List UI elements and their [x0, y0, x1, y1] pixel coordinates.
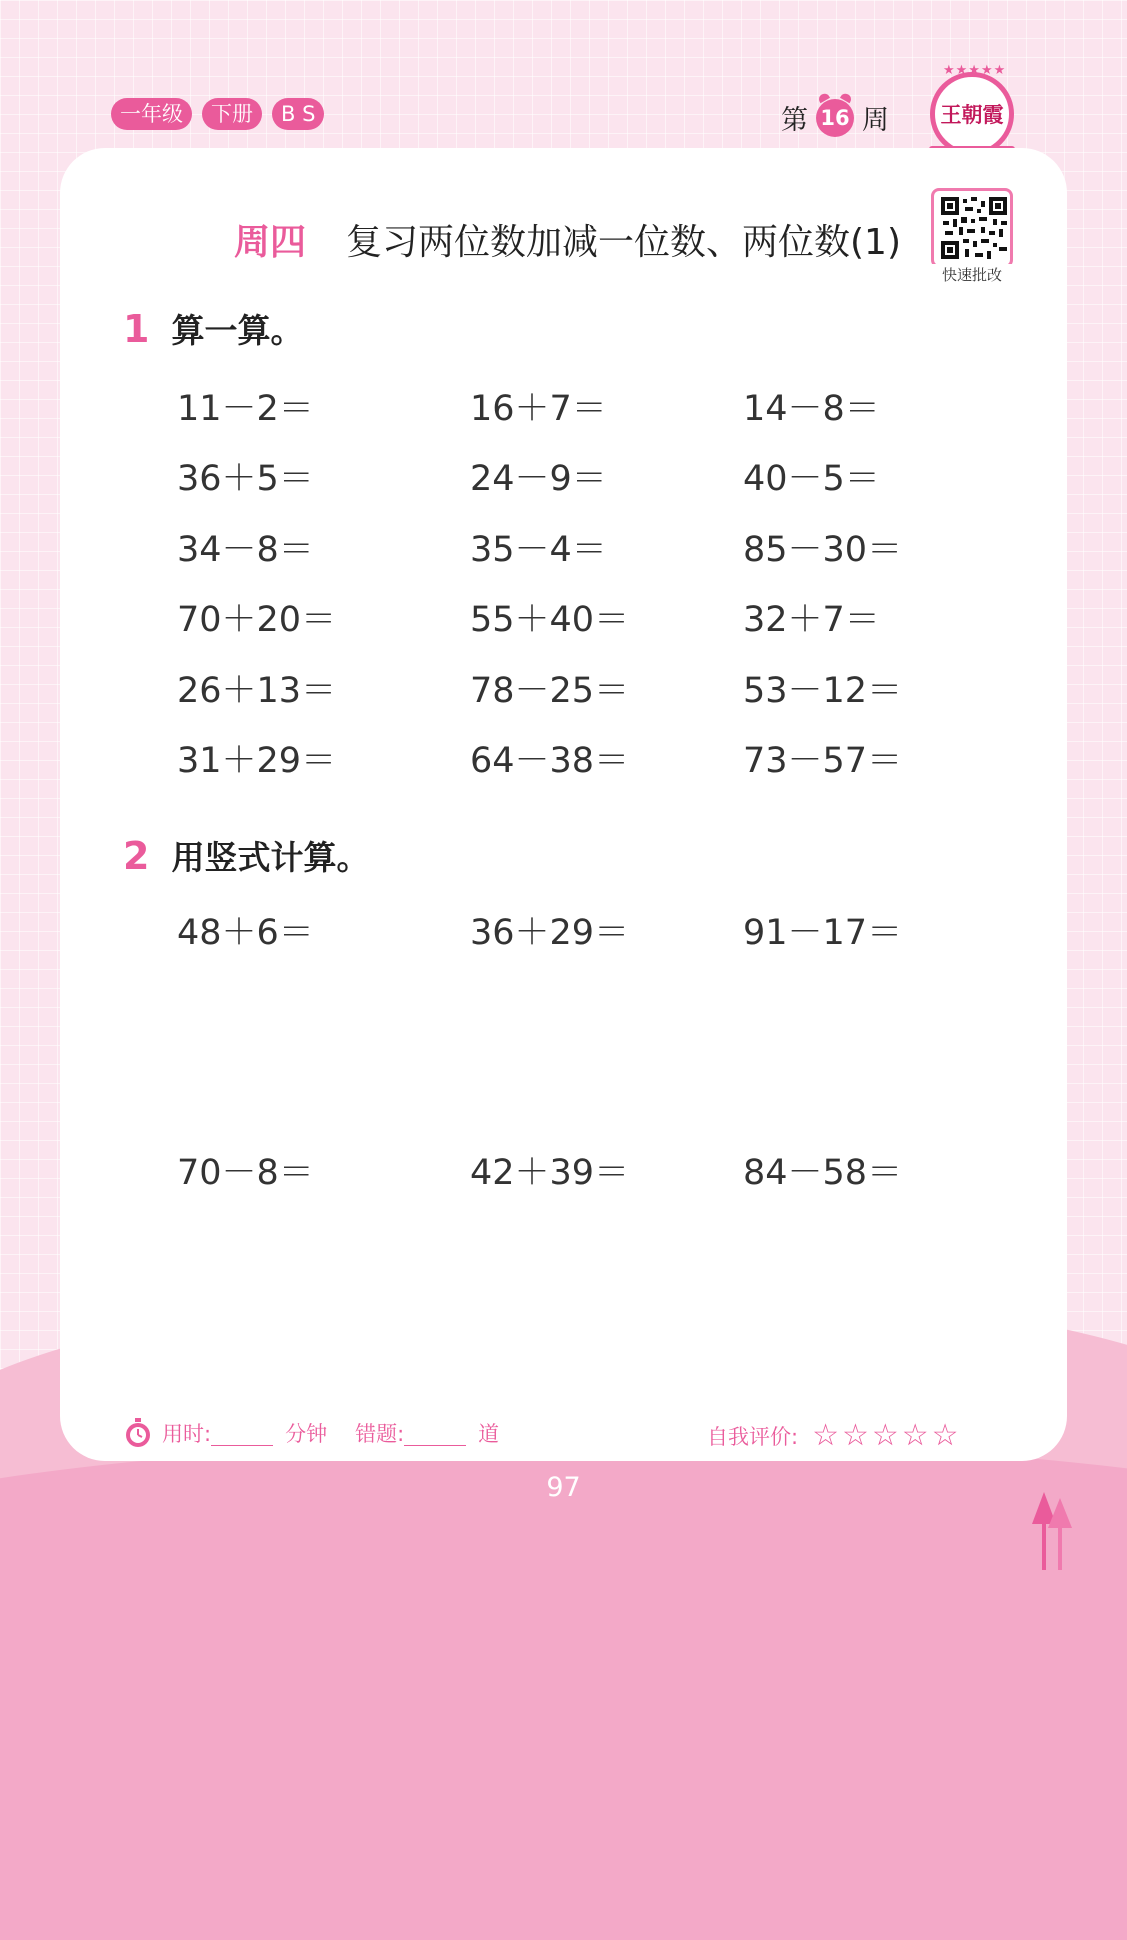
equation: 73－57＝ — [743, 741, 903, 781]
grade-tag: 一年级 — [111, 98, 192, 130]
week-prefix: 第 — [781, 105, 808, 136]
equation: 78－25＝ — [470, 671, 630, 711]
page-number: 97 — [546, 1472, 581, 1503]
logo-stars-icon: ★★★★★ — [943, 63, 1007, 78]
equation: 53－12＝ — [743, 671, 903, 711]
equation: 36＋5＝ — [177, 459, 314, 499]
equation: 70＋20＝ — [177, 600, 337, 640]
equation: 85－30＝ — [743, 530, 903, 570]
self-eval-label: 自我评价: — [707, 1424, 799, 1449]
equation: 40－5＝ — [743, 459, 880, 499]
section-1-heading — [123, 305, 303, 352]
time-unit: 分钟 — [285, 1422, 328, 1446]
section-number: 1 — [123, 306, 150, 351]
equation: 31＋29＝ — [177, 741, 337, 781]
alarm-clock-icon — [816, 99, 854, 137]
title-day: 周四 — [234, 222, 307, 263]
equation: 48＋6＝ — [177, 913, 314, 953]
time-blank[interactable] — [211, 1421, 273, 1446]
section-number: 2 — [123, 833, 150, 878]
page-title — [234, 214, 901, 265]
equation: 84－58＝ — [743, 1153, 903, 1193]
equation: 70－8＝ — [177, 1153, 314, 1193]
stopwatch-icon — [124, 1418, 152, 1448]
logo-text: 王朝霞 — [940, 102, 1004, 127]
week-suffix: 周 — [862, 105, 889, 136]
errors-unit: 道 — [478, 1422, 500, 1446]
week-number: 16 — [820, 105, 850, 130]
equation: 42＋39＝ — [470, 1153, 630, 1193]
footer-self-eval — [707, 1418, 962, 1453]
errors-label: 错题: — [355, 1422, 405, 1446]
rating-stars-icon[interactable]: ☆☆☆☆☆ — [812, 1418, 962, 1453]
equation: 24－9＝ — [470, 459, 607, 499]
equation: 35－4＝ — [470, 530, 607, 570]
equation: 64－38＝ — [470, 741, 630, 781]
equation: 34－8＝ — [177, 530, 314, 570]
section-2-heading — [123, 832, 369, 879]
brand-logo — [930, 63, 1014, 156]
equation: 11－2＝ — [177, 389, 314, 429]
errors-blank[interactable] — [404, 1421, 466, 1446]
equation: 16＋7＝ — [470, 389, 607, 429]
volume-tag: 下册 — [202, 98, 262, 130]
equation: 55＋40＝ — [470, 600, 630, 640]
arrow-decoration-icon — [1030, 1492, 1074, 1570]
time-label: 用时: — [162, 1422, 212, 1446]
week-indicator — [781, 98, 889, 137]
qr-code-icon[interactable] — [931, 188, 1013, 268]
qr-label: 快速批改 — [931, 264, 1013, 285]
grade-tags — [111, 98, 324, 130]
equation: 26＋13＝ — [177, 671, 337, 711]
edition-tag: B S — [272, 98, 324, 130]
background-hill-front — [0, 1440, 1127, 1940]
section-title: 算一算。 — [171, 311, 304, 350]
equation: 32＋7＝ — [743, 600, 880, 640]
section-title: 用竖式计算。 — [171, 838, 370, 877]
equation: 14－8＝ — [743, 389, 880, 429]
equation: 36＋29＝ — [470, 913, 630, 953]
equation: 91－17＝ — [743, 913, 903, 953]
title-text: 复习两位数加减一位数、两位数(1) — [346, 222, 902, 263]
footer-time-errors — [124, 1418, 499, 1448]
